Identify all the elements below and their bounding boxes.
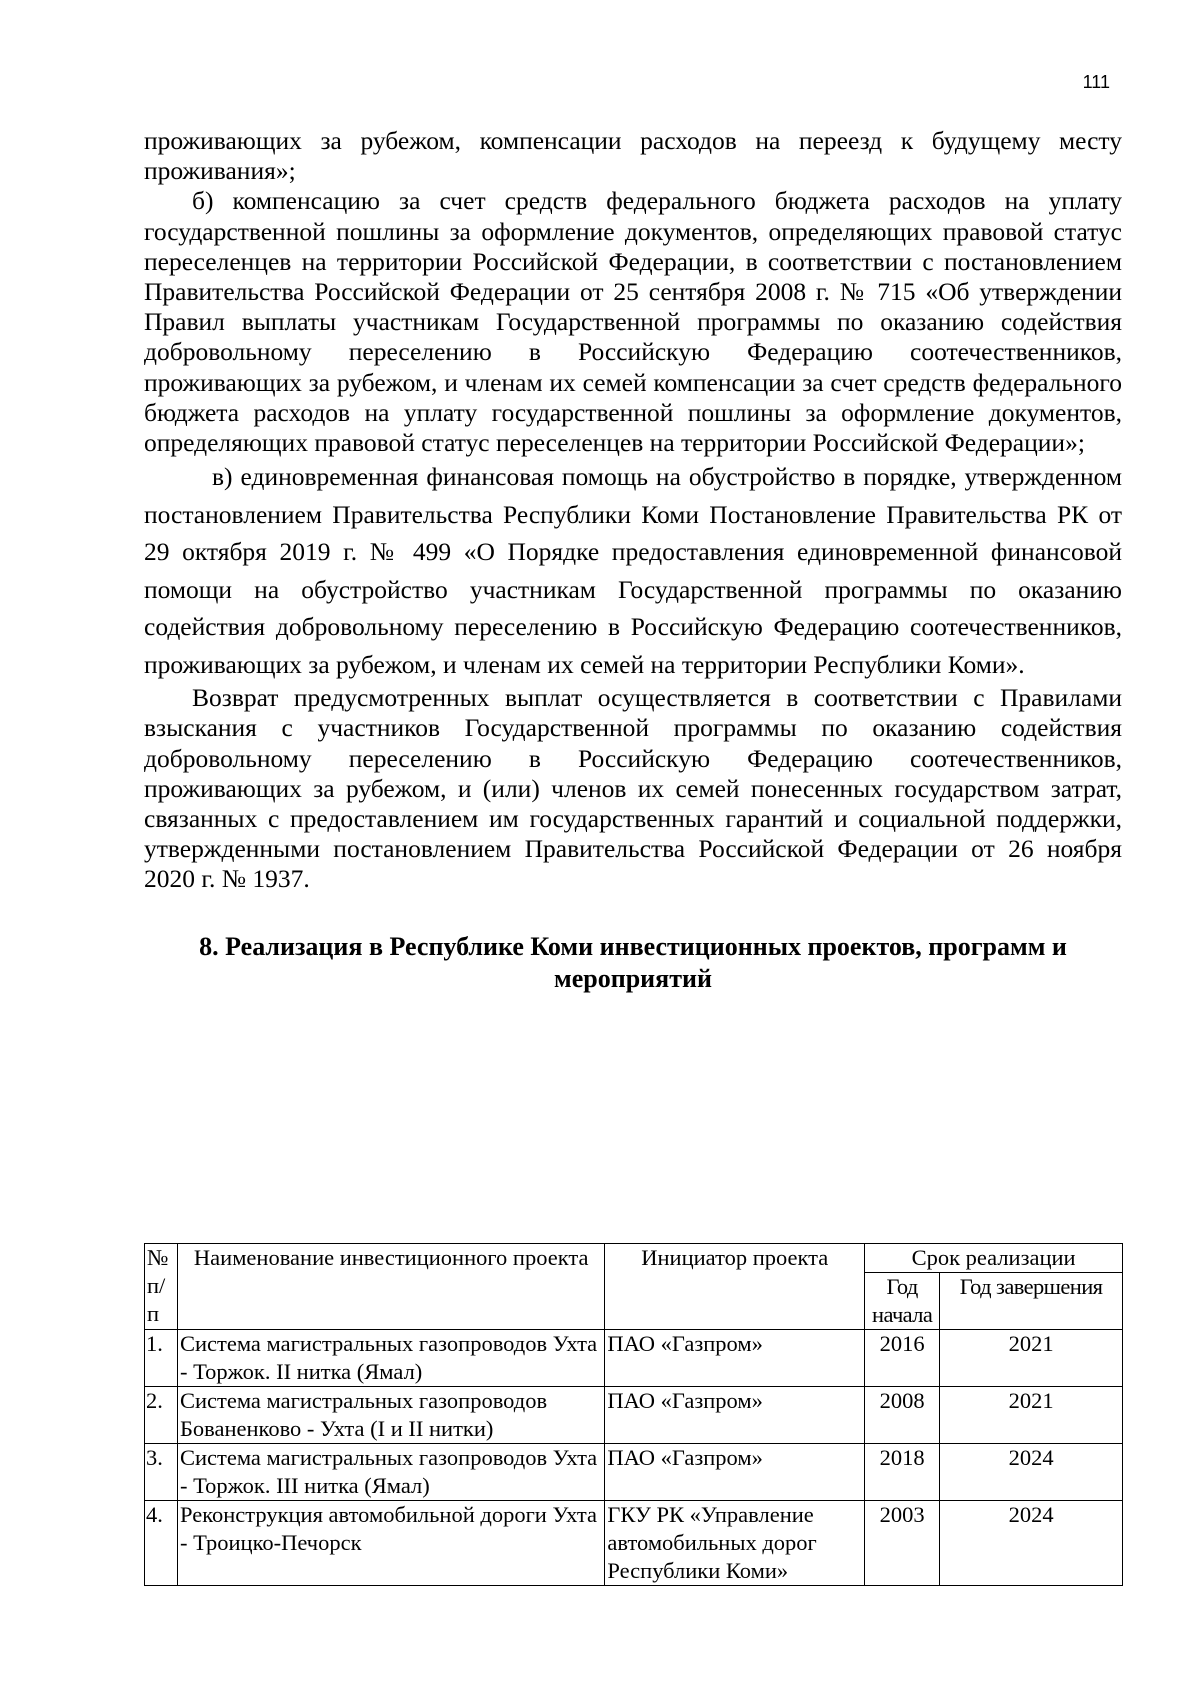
- cell-name: Система магистральных газопроводов Ухта - Торжок. III нитка (Ямал): [177, 1444, 604, 1501]
- cell-name: Система магистральных газопроводов Ухта - Торжок. II нитка (Ямал): [177, 1330, 604, 1387]
- cell-start: 2008: [865, 1387, 940, 1444]
- cell-name: Система магистральных газопроводов Бованенково - Ухта (I и II нитки): [177, 1387, 604, 1444]
- cell-initiator: ГКУ РК «Управление автомобильных дорог Республики Коми»: [605, 1501, 865, 1586]
- page-number: 111: [1082, 72, 1110, 92]
- cell-num: 2.: [145, 1387, 178, 1444]
- header-period: Срок реализации: [865, 1244, 1123, 1273]
- header-initiator: Инициатор проекта: [605, 1244, 865, 1330]
- paragraph-1: проживающих за рубежом, компенсации расходов на переезд к будущему месту проживания»;: [144, 126, 1122, 186]
- cell-name: Реконструкция автомобильной дороги Ухта - Троицко-Печорск: [177, 1501, 604, 1586]
- paragraph-4: Возврат предусмотренных выплат осуществляется в соответствии с Правилами взыскания с участников Государственной программы по оказанию содействия добровольному переселению в Российскую Федерацию соотечественников, проживающих за рубежом, и (или) членов их семей понесенных государством затрат, связанных с предоставлением им государственных гарантий и социальной поддержки, утвержденными постановлением Правительства Российской Федерации от 26 ноября 2020 г. № 1937.: [144, 683, 1122, 894]
- header-end: Год завершения: [940, 1273, 1123, 1330]
- cell-end: 2024: [940, 1501, 1123, 1586]
- paragraph-2: б) компенсацию за счет средств федерального бюджета расходов на уплату государственной пошлины за оформление документов, определяющих правовой статус переселенцев на территории Российской Федерации, в соответствии с постановлением Правительства Российской Федерации от 25 сентября 2008 г. № 715 «Об утверждении Правил выплаты участникам Государственной программы по оказанию содействия добровольному переселению в Российскую Федерацию соотечественников, проживающих за рубежом, и членам их семей компенсации за счет средств федерального бюджета расходов на уплату государственной пошлины за оформление документов, определяющих правовой статус переселенцев на территории Российской Федерации»;: [144, 186, 1122, 458]
- table-header-row: [145, 1244, 1123, 1273]
- paragraph-3: в) единовременная финансовая помощь на обустройство в порядке, утвержденном постановлением Правительства Республики Коми Постановление Правительства РК от 29 октября 2019 г. № 499 «О Порядке предоставления единовременной финансовой помощи на обустройство участникам Государственной программы по оказанию содействия добровольному переселению в Российскую Федерацию соотечественников, проживающих за рубежом, и членам их семей на территории Республики Коми».: [144, 462, 1122, 679]
- cell-initiator: ПАО «Газпром»: [605, 1444, 865, 1501]
- cell-start: 2003: [865, 1501, 940, 1586]
- header-start: Год начала: [865, 1273, 940, 1330]
- cell-end: 2024: [940, 1444, 1123, 1501]
- table-row: [145, 1330, 1123, 1387]
- header-name: Наименование инвестиционного проекта: [177, 1244, 604, 1330]
- cell-initiator: ПАО «Газпром»: [605, 1330, 865, 1387]
- document-body: [144, 126, 1122, 995]
- investment-projects-table: [144, 1243, 1123, 1586]
- cell-num: 3.: [145, 1444, 178, 1501]
- table-row: [145, 1444, 1123, 1501]
- table-row: [145, 1387, 1123, 1444]
- table-row: [145, 1501, 1123, 1586]
- cell-end: 2021: [940, 1330, 1123, 1387]
- header-num: № п/п: [145, 1244, 178, 1330]
- cell-start: 2018: [865, 1444, 940, 1501]
- cell-start: 2016: [865, 1330, 940, 1387]
- cell-num: 4.: [145, 1501, 178, 1586]
- section-title: 8. Реализация в Республике Коми инвестиционных проектов, программ и мероприятий: [199, 931, 1067, 993]
- cell-end: 2021: [940, 1387, 1123, 1444]
- cell-num: 1.: [145, 1330, 178, 1387]
- cell-initiator: ПАО «Газпром»: [605, 1387, 865, 1444]
